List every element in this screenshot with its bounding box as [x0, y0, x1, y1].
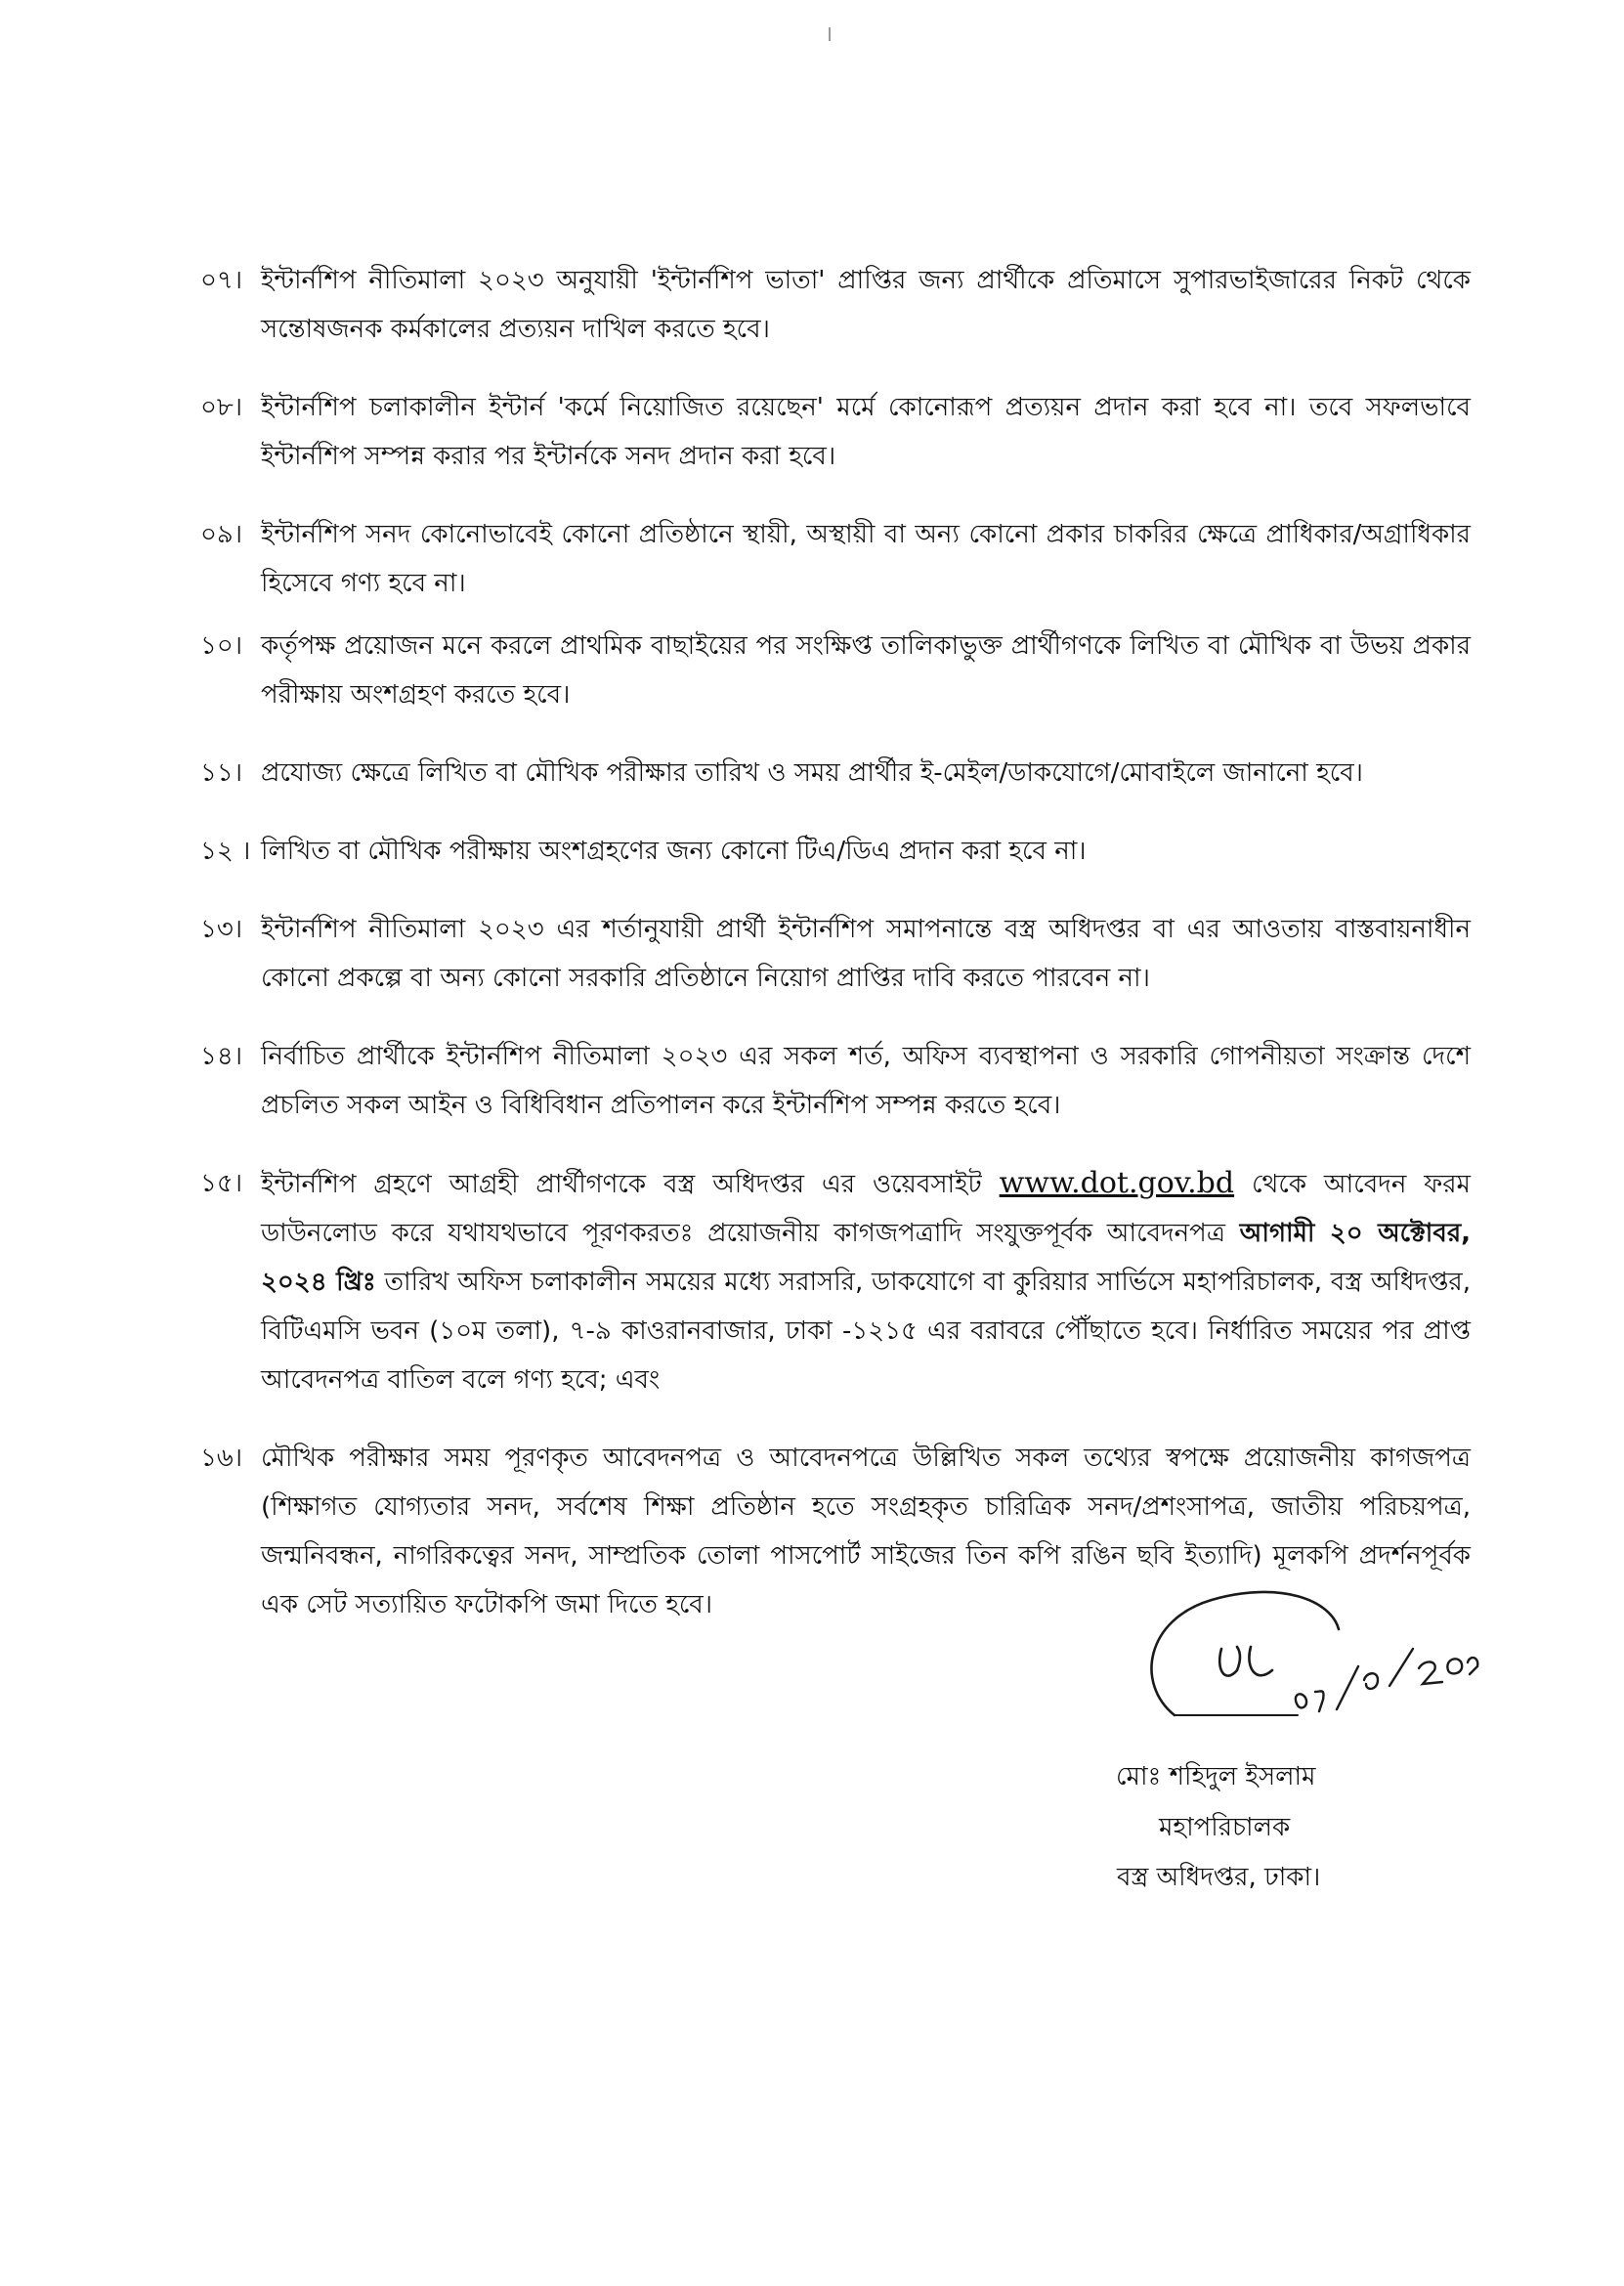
conditions-list	[200, 256, 1471, 1659]
item-text-part: তারিখ অফিস চলাকালীন সময়ের মধ্যে সরাসরি, ডাকযোগে বা কুরিয়ার সার্ভিসে মহাপরিচালক, বস্ত্র অধিদপ্তর, বিটিএমসি ভবন (১০ম তলা), ৭-৯ কাওরানবাজার, ঢাকা -১২১৫ এর বরাবরে পৌঁছাতে হবে। নির্ধারিত সময়ের পর প্রাপ্ত আবেদনপত্র বাতিল বলে গণ্য হবে; এবং	[261, 1268, 1471, 1395]
list-item	[200, 1032, 1471, 1130]
item-text: ইন্টার্নশিপ নীতিমালা ২০২৩ অনুযায়ী 'ইন্টার্নশিপ ভাতা' প্রাপ্তির জন্য প্রার্থীকে প্রতিমাসে সুপারভাইজারের নিকট থেকে সন্তোষজনক কর্মকালের প্রত্যয়ন দাখিল করতে হবে।	[261, 266, 1471, 344]
item-number: ১৩।	[200, 915, 243, 944]
item-number: ১৫।	[200, 1169, 243, 1198]
item-number: ১৪।	[200, 1042, 243, 1071]
list-item	[200, 1159, 1471, 1404]
list-item	[200, 827, 1471, 876]
item-text-part: থেকে আবেদন ফরম ডাউনলোড করে যথাযথভাবে পূরণকরতঃ প্রয়োজনীয় কাগজপত্রাদি সংযুক্তপূর্বক আবেদনপত্র	[261, 1170, 1471, 1248]
item-text: কর্তৃপক্ষ প্রয়োজন মনে করলে প্রাথমিক বাছাইয়ের পর সংক্ষিপ্ত তালিকাভুক্ত প্রার্থীগণকে লিখিত বা মৌখিক বা উভয় প্রকার পরীক্ষায় অংশগ্রহণ করতে হবে।	[261, 631, 1471, 710]
item-text	[261, 1159, 1471, 1404]
list-item	[200, 383, 1471, 481]
scan-mark	[829, 27, 831, 41]
list-item	[200, 256, 1471, 354]
item-text: ইন্টার্নশিপ সনদ কোনোভাবেই কোনো প্রতিষ্ঠানে স্থায়ী, অস্থায়ী বা অন্য কোনো প্রকার চাকরির ক্ষেত্রে প্রাধিকার/অগ্রাধিকার হিসেবে গণ্য হবে না।	[261, 520, 1471, 598]
item-number: ০৯।	[200, 520, 243, 549]
deadline-text: আগামী ২০ অক্টোবর, ২০২৪ খ্রিঃ	[261, 1219, 1471, 1297]
item-number: ১৬।	[200, 1444, 243, 1473]
item-text-part: ইন্টার্নশিপ গ্রহণে আগ্রহী প্রার্থীগণকে বস্ত্র অধিদপ্তর এর ওয়েবসাইট	[261, 1170, 1000, 1199]
item-text: প্রযোজ্য ক্ষেত্রে লিখিত বা মৌখিক পরীক্ষার তারিখ ও সময় প্রার্থীর ই-মেইল/ডাকযোগে/মোবাইলে জানানো হবে।	[261, 758, 1363, 788]
signatory-designation: মহাপরিচালক	[1159, 1813, 1291, 1842]
item-text: নির্বাচিত প্রার্থীকে ইন্টার্নশিপ নীতিমালা ২০২৩ এর সকল শর্ত, অফিস ব্যবস্থাপনা ও সরকারি গোপনীয়তা সংক্রান্ত দেশে প্রচলিত সকল আইন ও বিধিবিধান প্রতিপালন করে ইন্টার্নশিপ সম্পন্ন করতে হবে।	[261, 1042, 1471, 1120]
item-text: ইন্টার্নশিপ নীতিমালা ২০২৩ এর শর্তানুযায়ী প্রার্থী ইন্টার্নশিপ সমাপনান্তে বস্ত্র অধিদপ্তর বা এর আওতায় বাস্তবায়নাধীন কোনো প্রকল্পে বা অন্য কোনো সরকারি প্রতিষ্ঠানে নিয়োগ প্রাপ্তির দাবি করতে পারবেন না।	[261, 915, 1471, 993]
handwritten-signature	[1114, 1569, 1485, 1769]
item-number: ০৭।	[200, 266, 243, 295]
item-text: ইন্টার্নশিপ চলাকালীন ইন্টার্ন 'কর্মে নিয়োজিত রয়েছেন' মর্মে কোনোরূপ প্রত্যয়ন প্রদান করা হবে না। তবে সফলভাবে ইন্টার্নশিপ সম্পন্ন করার পর ইন্টার্নকে সনদ প্রদান করা হবে।	[261, 393, 1471, 471]
signatory-organization: বস্ত্র অধিদপ্তর, ঢাকা।	[1117, 1863, 1321, 1892]
list-item	[200, 905, 1471, 1003]
signatory-name: মোঃ শহিদুল ইসলাম	[1116, 1762, 1316, 1791]
item-text: মৌখিক পরীক্ষার সময় পূরণকৃত আবেদনপত্র ও আবেদনপত্রে উল্লিখিত সকল তথ্যের স্বপক্ষে প্রয়োজনীয় কাগজপত্র (শিক্ষাগত যোগ্যতার সনদ, সর্বশেষ শিক্ষা প্রতিষ্ঠান হতে সংগ্রহকৃত চারিত্রিক সনদ/প্রশংসাপত্র, জাতীয় পরিচয়পত্র, জন্মনিবন্ধন, নাগরিকত্বের সনদ, সাম্প্রতিক তোলা পাসপোর্ট সাইজের তিন কপি রঙিন ছবি ইত্যাদি) মূলকপি প্রদর্শনপূর্বক এক সেট সত্যায়িত ফটোকপি জমা দিতে হবে।	[261, 1444, 1471, 1619]
list-item	[200, 622, 1471, 719]
item-number: ১১।	[200, 758, 243, 788]
item-number: ১২ ।	[200, 837, 251, 866]
list-item	[200, 749, 1471, 798]
item-number: ০৮।	[200, 393, 243, 422]
handwritten-date	[1296, 1649, 1477, 1711]
item-text: লিখিত বা মৌখিক পরীক্ষায় অংশগ্রহণের জন্য কোনো টিএ/ডিএ প্রদান করা হবে না।	[261, 837, 1087, 866]
website-link[interactable]: www.dot.gov.bd	[999, 1166, 1235, 1200]
item-number: ১০।	[200, 631, 243, 661]
list-item	[200, 510, 1471, 608]
